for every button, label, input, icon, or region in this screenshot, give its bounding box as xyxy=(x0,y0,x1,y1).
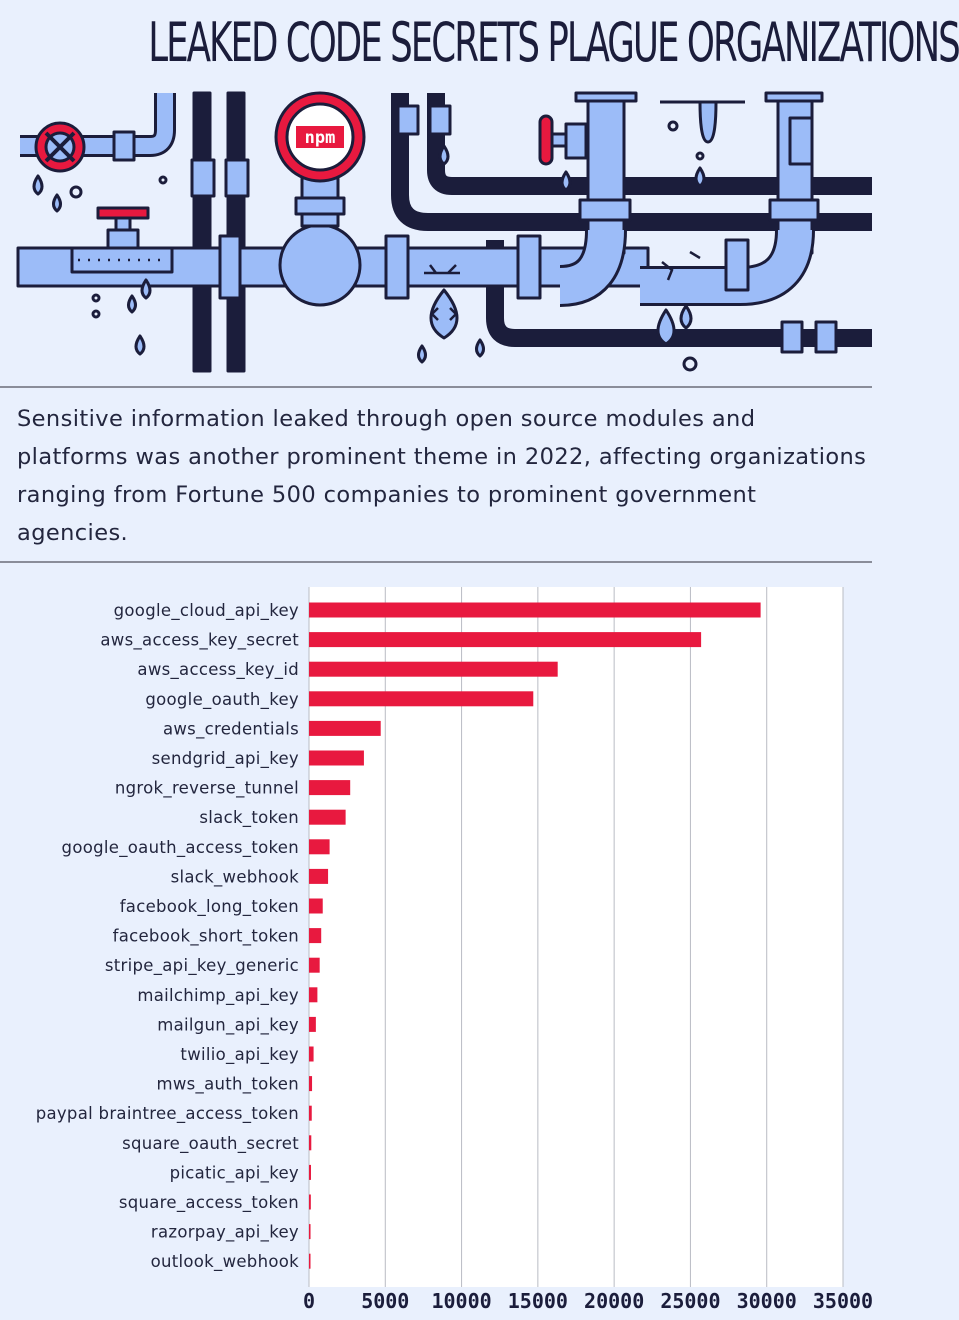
category-label: sendgrid_api_key xyxy=(151,749,299,768)
bar xyxy=(309,869,328,884)
bar xyxy=(309,1047,314,1062)
bar xyxy=(309,1017,316,1032)
category-label: square_oauth_secret xyxy=(122,1133,299,1153)
description-text: Sensitive information leaked through open source modules and platforms was another prominent theme in 2022, affecting organizations ranging from Fortune 500 companies to prominent government agencies. xyxy=(17,406,867,546)
category-label: paypal braintree_access_token xyxy=(35,1104,299,1124)
category-label: square_access_token xyxy=(118,1193,299,1212)
bar xyxy=(309,1254,311,1269)
category-label: aws_credentials xyxy=(162,719,299,739)
category-label: razorpay_api_key xyxy=(150,1222,299,1242)
bar xyxy=(309,987,317,1002)
bar xyxy=(309,958,320,973)
category-label: aws_access_key_secret xyxy=(100,630,299,650)
bar xyxy=(309,751,364,766)
category-label: picatic_api_key xyxy=(169,1163,299,1183)
bar xyxy=(309,1106,312,1121)
divider-bottom xyxy=(0,561,872,563)
bar xyxy=(309,1224,311,1239)
x-tick-label: 25000 xyxy=(660,1289,721,1313)
category-label: google_cloud_api_key xyxy=(113,601,299,620)
x-tick-label: 20000 xyxy=(584,1289,645,1313)
secrets-bar-chart xyxy=(0,575,872,1320)
category-label: facebook_short_token xyxy=(112,926,299,946)
pipes-illustration xyxy=(0,82,872,380)
bar xyxy=(309,928,321,943)
category-label: outlook_webhook xyxy=(150,1252,299,1272)
bar xyxy=(309,1195,311,1210)
category-label: mailgun_api_key xyxy=(157,1015,299,1035)
x-tick-label: 0 xyxy=(302,1289,316,1313)
category-label: ngrok_reverse_tunnel xyxy=(114,778,299,798)
bar xyxy=(309,810,346,825)
x-tick-label: 30000 xyxy=(736,1289,797,1313)
category-label: google_oauth_key xyxy=(145,689,299,709)
x-tick-label: 5000 xyxy=(361,1289,410,1313)
bar xyxy=(309,721,381,736)
category-label: aws_access_key_id xyxy=(137,660,299,680)
x-tick-label: 10000 xyxy=(431,1289,492,1313)
category-label: twilio_api_key xyxy=(180,1045,299,1064)
category-label: slack_token xyxy=(199,808,299,828)
x-tick-label: 15000 xyxy=(507,1289,568,1313)
bar xyxy=(309,1165,311,1180)
bar xyxy=(309,632,701,647)
bar xyxy=(309,691,533,706)
x-tick-label: 35000 xyxy=(812,1289,874,1313)
category-label: facebook_long_token xyxy=(119,897,299,916)
bar xyxy=(309,780,350,795)
page-title: LEAKED CODE SECRETS PLAGUE ORGANIZATIONS xyxy=(148,11,959,74)
bar xyxy=(309,603,761,618)
bar xyxy=(309,899,323,914)
category-label: slack_webhook xyxy=(170,867,299,887)
category-label: mws_auth_token xyxy=(156,1074,299,1094)
category-label: google_oauth_access_token xyxy=(61,837,299,857)
bar xyxy=(309,839,330,854)
category-label: mailchimp_api_key xyxy=(137,985,299,1005)
npm-gauge-label: npm xyxy=(304,128,336,148)
bar xyxy=(309,1076,312,1091)
bar xyxy=(309,662,558,677)
bar xyxy=(309,1135,311,1150)
divider-top xyxy=(0,386,872,388)
category-label: stripe_api_key_generic xyxy=(104,956,299,976)
